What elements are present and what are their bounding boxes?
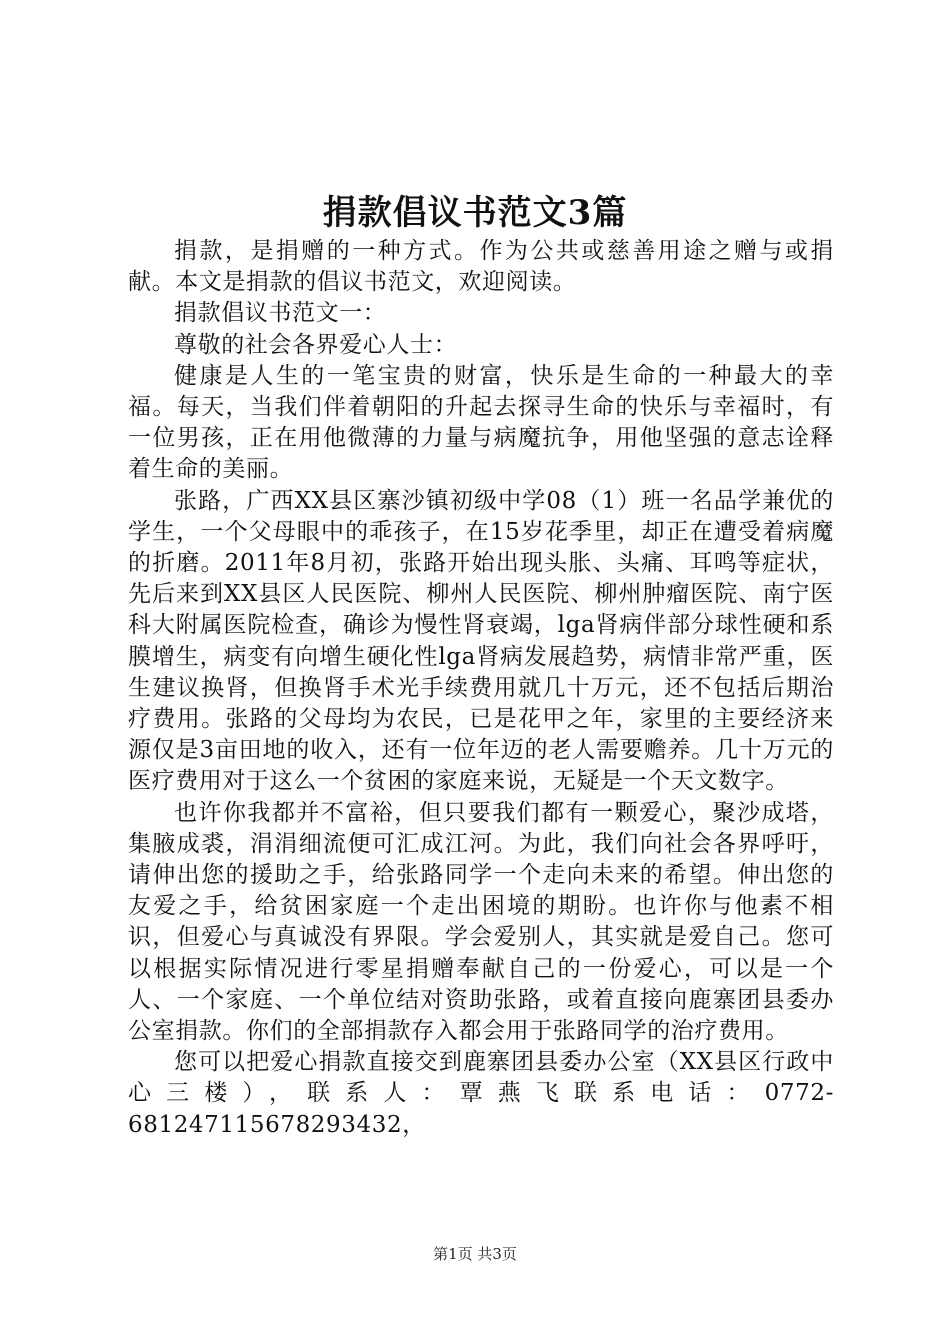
paragraph-body: 健康是人生的一笔宝贵的财富，快乐是生命的一种最大的幸福。每天，当我们伴着朝阳的升起去探寻生命的快乐与幸福时，有一位男孩，正在用他微薄的力量与病魔抗争，用他坚强的意志诠释着生命的美丽。 <box>128 362 834 483</box>
paragraph-intro: 捐款，是捐赠的一种方式。作为公共或慈善用途之赠与或捐献。本文是捐款的倡议书范文，欢迎阅读。 <box>128 238 834 296</box>
paragraph-contact: 您可以把爱心捐款直接交到鹿寨团县委办公室（XX县区行政中心三楼），联系人：覃燕飞联系电话：0772-681247115678293432， <box>128 1049 834 1138</box>
paragraph-section-heading: 捐款倡议书范文一： <box>174 300 387 327</box>
page-number-footer: 第1页 共3页 <box>433 1245 517 1263</box>
paragraph-salutation: 尊敬的社会各界爱心人士： <box>174 331 458 358</box>
paragraph-body: 也许你我都并不富裕，但只要我们都有一颗爱心，聚沙成塔，集腋成裘，涓涓细流便可汇成江河。为此，我们向社会各界呼吁，请伸出您的援助之手，给张路同学一个走向未来的希望。伸出您的友爱之手，给贫困家庭一个走出困境的期盼。也许你与他素不相识，但爱心与真诚没有界限。学会爱别人，其实就是爱自己。您可以根据实际情况进行零星捐赠奉献自己的一份爱心，可以是一个人、一个家庭、一个单位结对资助张路，或着直接向鹿寨团县委办公室捐款。你们的全部捐款存入都会用于张路同学的治疗费用。 <box>128 799 834 1045</box>
document-body <box>128 236 834 1141</box>
paragraph-body: 张路，广西XX县区寨沙镇初级中学08（1）班一名品学兼优的学生，一个父母眼中的乖孩子，在15岁花季里，却正在遭受着病魔的折磨。2011年8月初，张路开始出现头胀、头痛、耳鸣等症状，先后来到XX县区人民医院、柳州人民医院、柳州肿瘤医院、南宁医科大附属医院检查，确诊为慢性肾衰竭，lga肾病伴部分球性硬和系膜增生，病变有向增生硬化性lga肾病发展趋势，病情非常严重，医生建议换肾，但换肾手术光手续费用就几十万元，还不包括后期治疗费用。张路的父母均为农民，已是花甲之年，家里的主要经济来源仅是3亩田地的收入，还有一位年迈的老人需要赡养。几十万元的医疗费用对于这么一个贫困的家庭来说，无疑是一个天文数字。 <box>128 487 834 795</box>
document-title: 捐款倡议书范文3篇 <box>322 193 628 233</box>
